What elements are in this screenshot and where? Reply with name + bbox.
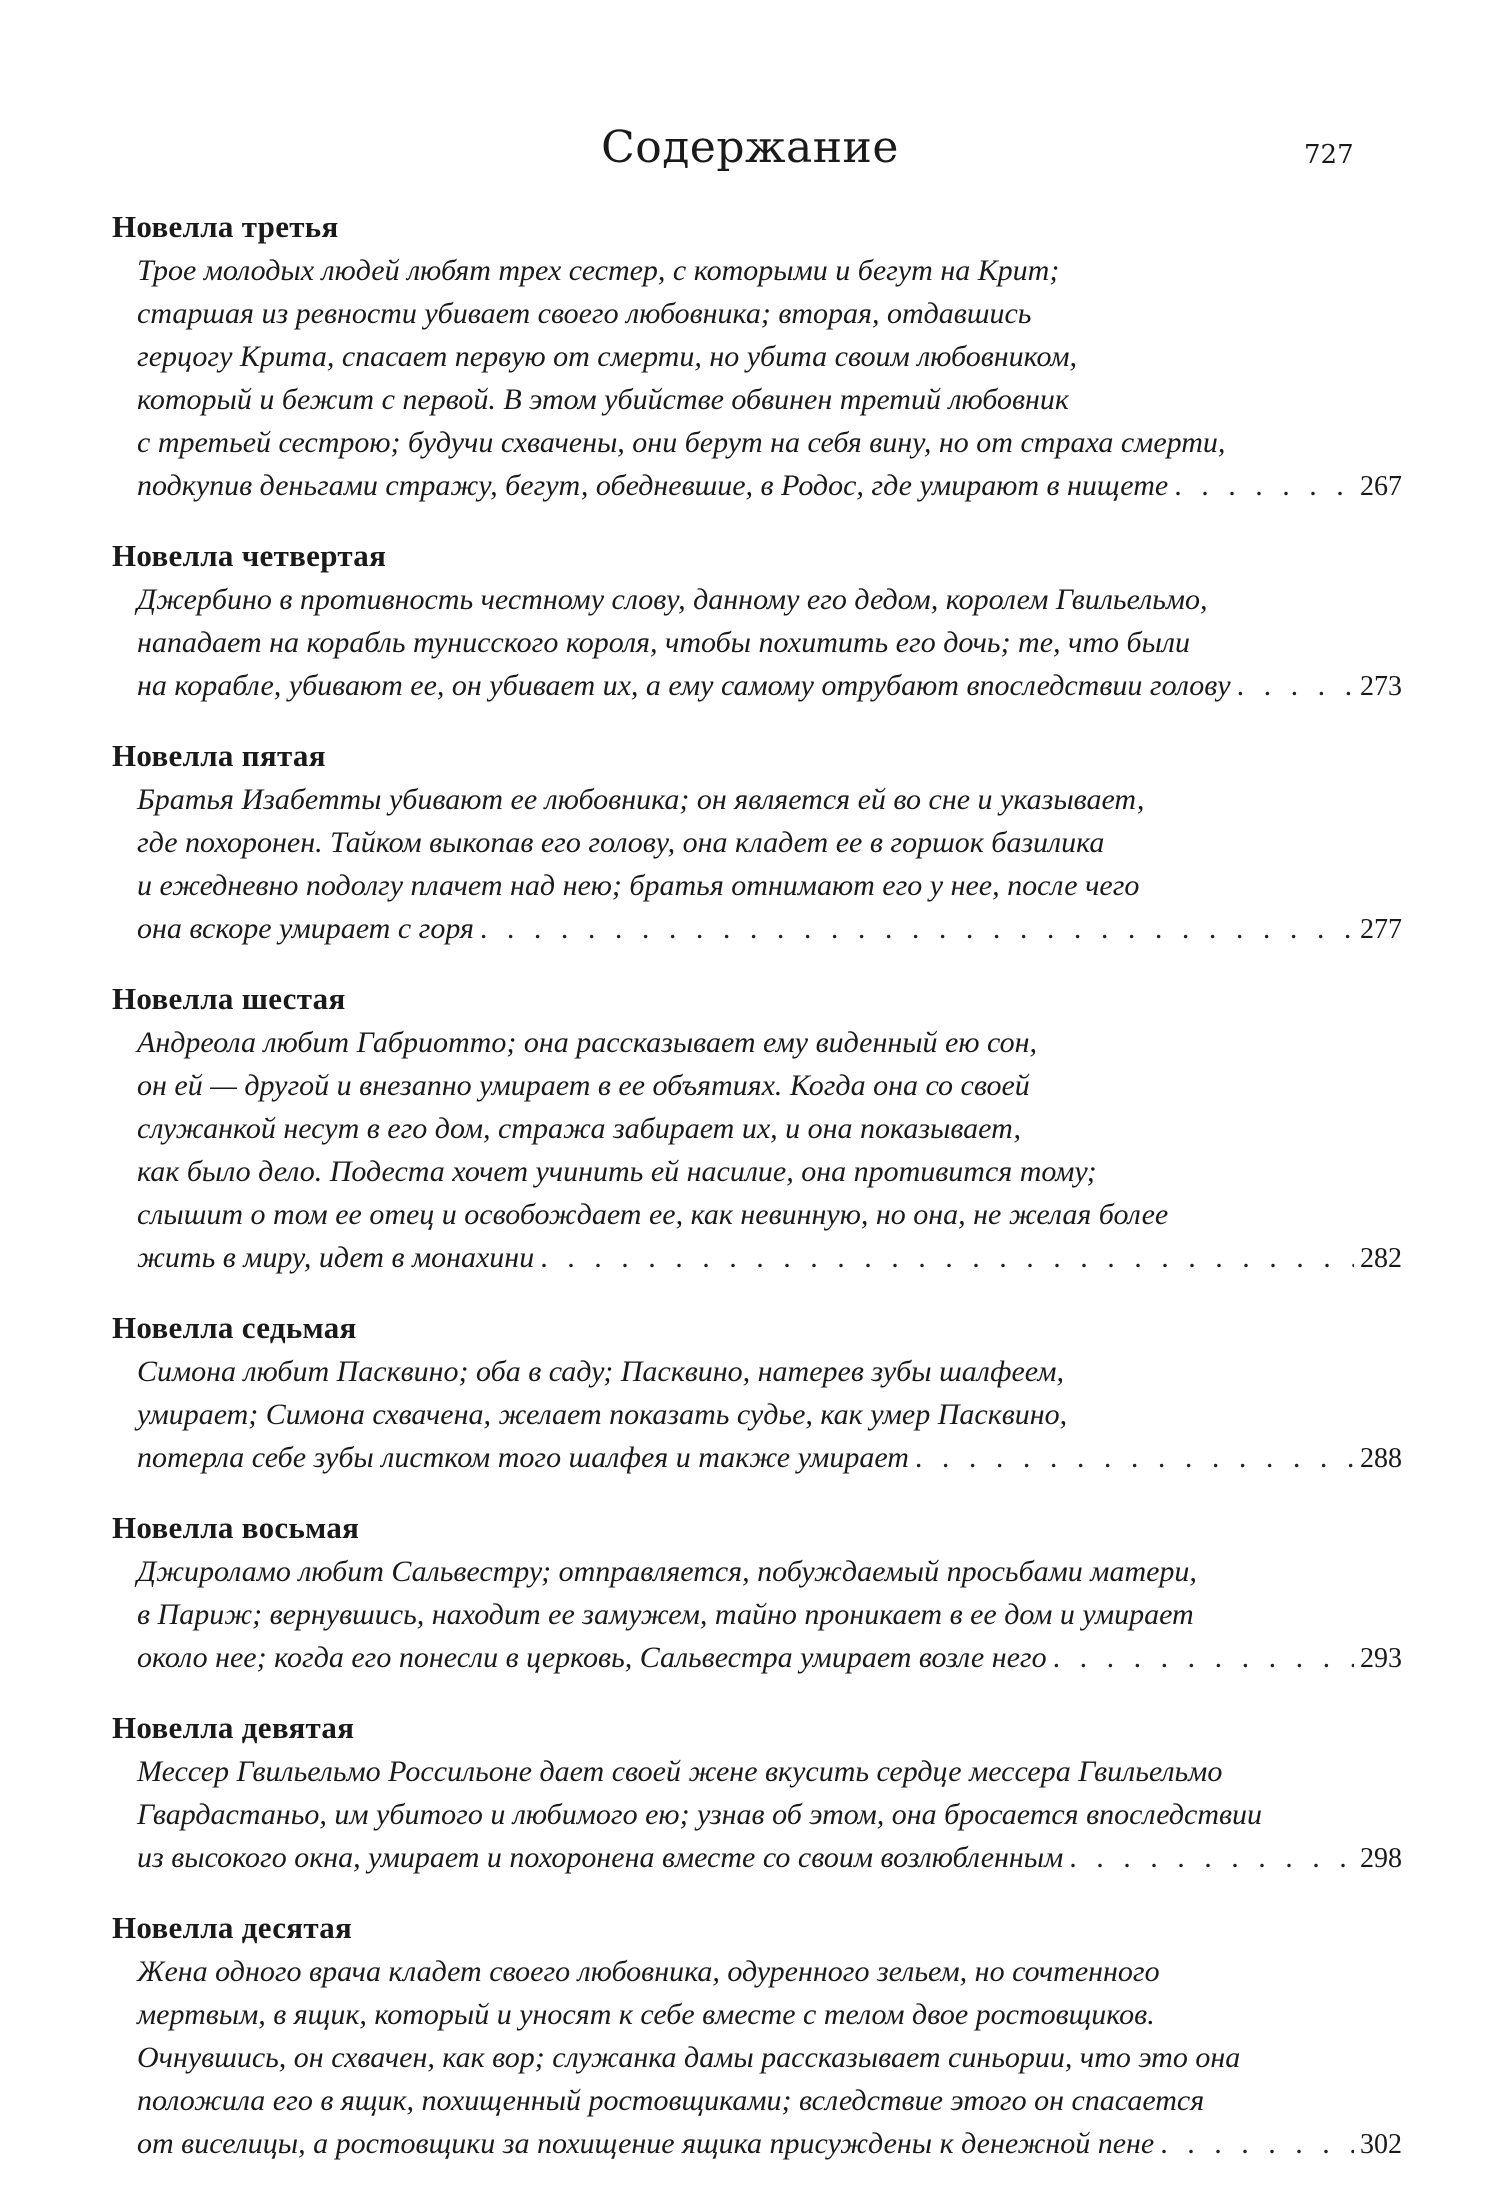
entry-title: Новелла третья bbox=[112, 209, 339, 244]
summary-line: от виселицы, а ростовщики за похищение ящика присуждены к денежной пене bbox=[137, 2127, 1155, 2160]
summary-line: служанкой несут в его дом, стража забирает их, и она показывает, bbox=[137, 1112, 1021, 1145]
entry-page-number[interactable]: 282 bbox=[1360, 1243, 1402, 1274]
toc-entry[interactable] bbox=[112, 534, 1402, 708]
summary-last-line bbox=[137, 907, 1402, 951]
dot-leader bbox=[1174, 464, 1354, 507]
summary-last-line bbox=[137, 664, 1402, 708]
summary-line: умирает; Симона схвачена, желает показать судье, как умер Пасквино, bbox=[137, 1398, 1068, 1431]
table-of-contents bbox=[112, 205, 1402, 2192]
dot-leader bbox=[915, 1436, 1354, 1479]
dot-leader bbox=[1069, 1836, 1354, 1879]
dot-leader bbox=[1053, 1636, 1354, 1679]
entry-title: Новелла пятая bbox=[112, 738, 326, 773]
entry-summary bbox=[137, 1950, 1402, 2166]
toc-entry[interactable] bbox=[112, 977, 1402, 1280]
dot-leader bbox=[1160, 2122, 1354, 2165]
entry-title: Новелла восьмая bbox=[112, 1510, 360, 1545]
entry-page-number[interactable]: 298 bbox=[1360, 1843, 1402, 1874]
entry-title: Новелла седьмая bbox=[112, 1310, 357, 1345]
entry-summary bbox=[137, 1021, 1402, 1280]
entry-title: Новелла четвертая bbox=[112, 538, 387, 573]
summary-line: герцогу Крита, спасает первую от смерти, но убита своим любовником, bbox=[137, 340, 1078, 373]
entry-summary bbox=[137, 1350, 1402, 1480]
entry-page-number[interactable]: 273 bbox=[1360, 671, 1402, 702]
summary-line: который и бежит с первой. В этом убийстве обвинен третий любовник bbox=[137, 383, 1069, 416]
toc-entry[interactable] bbox=[112, 205, 1402, 508]
entry-summary bbox=[137, 249, 1402, 508]
page-number: 727 bbox=[1304, 140, 1354, 170]
summary-line: Андреола любит Габриотто; она рассказывает ему виденный ею сон, bbox=[137, 1026, 1037, 1059]
summary-line: потерла себе зубы листком того шалфея и также умирает bbox=[137, 1441, 909, 1474]
entry-summary bbox=[137, 578, 1402, 708]
entry-title: Новелла десятая bbox=[112, 1910, 353, 1945]
page-title: Содержание bbox=[601, 122, 899, 173]
summary-line: Мессер Гвильельмо Россильоне дает своей жене вкусить сердце мессера Гвильельмо bbox=[137, 1755, 1223, 1788]
summary-line: Трое молодых людей любят трех сестер, с которыми и бегут на Крит; bbox=[137, 254, 1060, 287]
summary-line: она вскоре умирает с горя bbox=[137, 912, 474, 945]
entry-summary bbox=[137, 1550, 1402, 1680]
dot-leader bbox=[1237, 664, 1354, 707]
entry-summary bbox=[137, 778, 1402, 951]
summary-line: Гвардастаньо, им убитого и любимого ею; узнав об этом, она бросается впоследствии bbox=[137, 1798, 1263, 1831]
summary-line: слышит о том ее отец и освобождает ее, как невинную, но она, не желая более bbox=[137, 1198, 1169, 1231]
entry-title: Новелла шестая bbox=[112, 981, 346, 1016]
summary-line: Очнувшись, он схвачен, как вор; служанка дамы рассказывает синьории, что это она bbox=[137, 2041, 1241, 2074]
summary-line: с третьей сестрою; будучи схвачены, они берут на себя вину, но от страха смерти, bbox=[137, 426, 1226, 459]
entry-page-number[interactable]: 267 bbox=[1360, 471, 1402, 502]
summary-line: он ей — другой и внезапно умирает в ее объятиях. Когда она со своей bbox=[137, 1069, 1030, 1102]
summary-line: Симона любит Пасквино; оба в саду; Пасквино, натерев зубы шалфеем, bbox=[137, 1355, 1064, 1388]
summary-last-line bbox=[137, 1636, 1402, 1680]
summary-line: и ежедневно подолгу плачет над нею; братья отнимают его у нее, после чего bbox=[137, 869, 1140, 902]
toc-entry[interactable] bbox=[112, 1306, 1402, 1480]
toc-entry[interactable] bbox=[112, 1506, 1402, 1680]
summary-line: Братья Изабетты убивают ее любовника; он является ей во сне и указывает, bbox=[137, 783, 1145, 816]
summary-line: жить в миру, идет в монахини bbox=[137, 1241, 535, 1274]
summary-last-line bbox=[137, 464, 1402, 508]
entry-page-number[interactable]: 293 bbox=[1360, 1643, 1402, 1674]
summary-last-line bbox=[137, 1236, 1402, 1280]
summary-line: подкупив деньгами стражу, бегут, обедневшие, в Родос, где умирают в нищете bbox=[137, 469, 1169, 502]
summary-line: на корабле, убивают ее, он убивает их, а ему самому отрубают впоследствии голову bbox=[137, 669, 1231, 702]
entry-page-number[interactable]: 288 bbox=[1360, 1443, 1402, 1474]
entry-summary bbox=[137, 1750, 1402, 1880]
dot-leader bbox=[480, 907, 1354, 950]
summary-line: где похоронен. Тайком выкопав его голову, она кладет ее в горшок базилика bbox=[137, 826, 1105, 859]
summary-line: Жена одного врача кладет своего любовника, одуренного зельем, но сочтенного bbox=[137, 1955, 1160, 1988]
summary-line: мертвым, в ящик, который и уносят к себе вместе с телом двое ростовщиков. bbox=[137, 1998, 1155, 2031]
summary-line: старшая из ревности убивает своего любовника; вторая, отдавшись bbox=[137, 297, 1032, 330]
toc-entry[interactable] bbox=[112, 1906, 1402, 2166]
summary-line: около нее; когда его понесли в церковь, Сальвестра умирает возле него bbox=[137, 1641, 1047, 1674]
summary-line: положила его в ящик, похищенный ростовщиками; вследствие этого он спасается bbox=[137, 2084, 1205, 2117]
summary-line: Джироламо любит Сальвестру; отправляется, побуждаемый просьбами матери, bbox=[137, 1555, 1197, 1588]
summary-line: в Париж; вернувшись, находит ее замужем, тайно проникает в ее дом и умирает bbox=[137, 1598, 1194, 1631]
summary-last-line bbox=[137, 1436, 1402, 1480]
entry-page-number[interactable]: 277 bbox=[1360, 914, 1402, 945]
entry-page-number[interactable]: 302 bbox=[1360, 2129, 1402, 2160]
toc-entry[interactable] bbox=[112, 1706, 1402, 1880]
summary-last-line bbox=[137, 1836, 1402, 1880]
entry-title: Новелла девятая bbox=[112, 1710, 355, 1745]
summary-line: как было дело. Подеста хочет учинить ей насилие, она противится тому; bbox=[137, 1155, 1097, 1188]
summary-line: Джербино в противность честному слову, данному его дедом, королем Гвильельмо, bbox=[137, 583, 1208, 616]
summary-line: нападает на корабль тунисского короля, чтобы похитить его дочь; те, что были bbox=[137, 626, 1191, 659]
summary-line: из высокого окна, умирает и похоронена вместе со своим возлюбленным bbox=[137, 1841, 1064, 1874]
dot-leader bbox=[540, 1236, 1354, 1279]
toc-entry[interactable] bbox=[112, 734, 1402, 951]
summary-last-line bbox=[137, 2122, 1402, 2166]
